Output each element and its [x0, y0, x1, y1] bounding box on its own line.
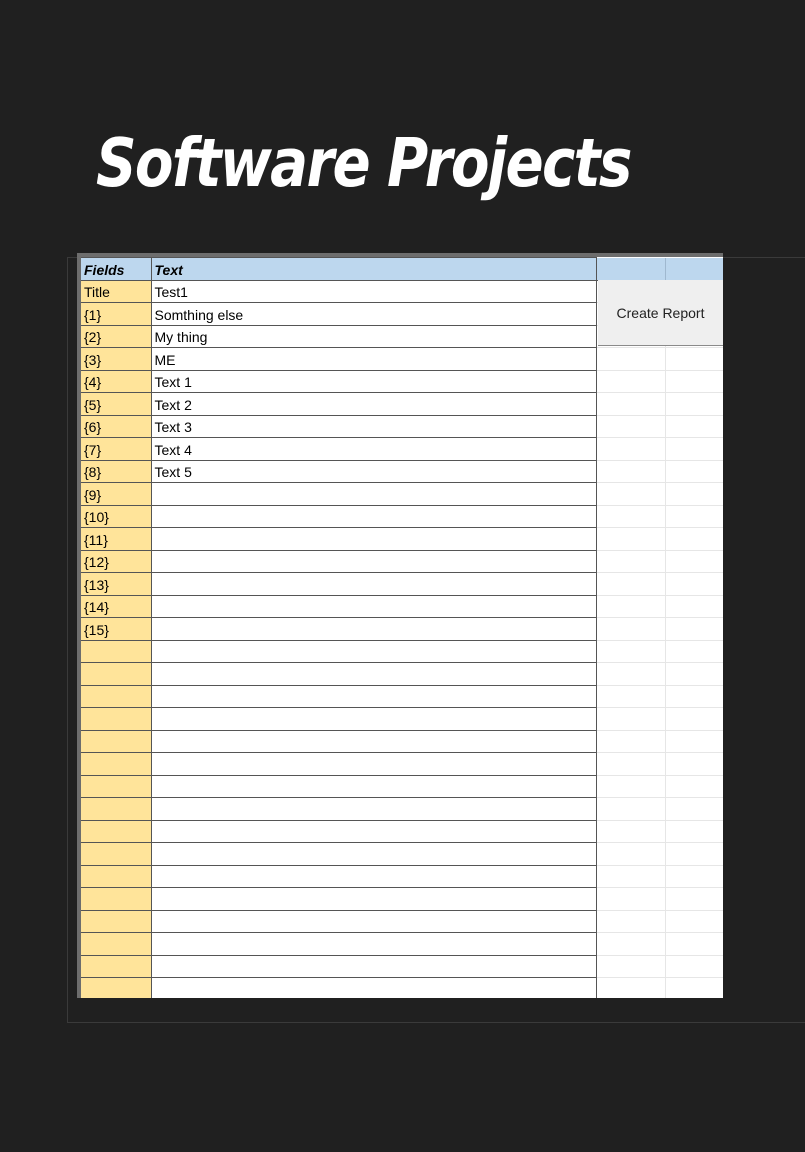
sheet-top-border	[77, 253, 723, 257]
text-cell[interactable]	[151, 865, 596, 888]
field-cell[interactable]	[81, 775, 151, 798]
field-cell[interactable]: {14}	[81, 595, 151, 618]
table-header-row	[81, 258, 723, 281]
field-cell[interactable]: {10}	[81, 505, 151, 528]
empty-cell[interactable]	[596, 618, 665, 641]
text-cell[interactable]	[151, 685, 596, 708]
text-cell[interactable]	[151, 888, 596, 911]
field-cell[interactable]: {8}	[81, 460, 151, 483]
field-cell[interactable]	[81, 708, 151, 731]
empty-cell[interactable]	[665, 708, 723, 731]
text-cell[interactable]	[151, 528, 596, 551]
empty-cell[interactable]	[665, 843, 723, 866]
text-cell[interactable]: Text 2	[151, 393, 596, 416]
empty-cell[interactable]	[596, 483, 665, 506]
empty-cell[interactable]	[596, 393, 665, 416]
empty-cell[interactable]	[596, 820, 665, 843]
empty-cell[interactable]	[665, 460, 723, 483]
text-cell[interactable]: Test1	[151, 280, 596, 303]
column-header-text[interactable]: Text	[151, 258, 596, 281]
empty-cell[interactable]	[596, 685, 665, 708]
empty-cell[interactable]	[596, 843, 665, 866]
table-row	[81, 708, 723, 731]
field-cell[interactable]	[81, 798, 151, 821]
field-cell[interactable]: {9}	[81, 483, 151, 506]
empty-cell[interactable]	[665, 438, 723, 461]
empty-cell[interactable]	[596, 955, 665, 978]
text-cell[interactable]	[151, 843, 596, 866]
text-cell[interactable]	[151, 640, 596, 663]
field-cell[interactable]	[81, 663, 151, 686]
field-cell[interactable]	[81, 978, 151, 999]
field-cell[interactable]	[81, 685, 151, 708]
field-cell[interactable]	[81, 843, 151, 866]
empty-cell[interactable]	[596, 798, 665, 821]
field-cell[interactable]: {3}	[81, 348, 151, 371]
field-cell[interactable]	[81, 888, 151, 911]
empty-cell[interactable]	[596, 910, 665, 933]
empty-cell[interactable]	[665, 370, 723, 393]
table-row	[81, 550, 723, 573]
empty-cell[interactable]	[596, 550, 665, 573]
table-row	[81, 573, 723, 596]
table-row	[81, 775, 723, 798]
field-cell[interactable]: {2}	[81, 325, 151, 348]
text-cell[interactable]	[151, 955, 596, 978]
empty-cell[interactable]	[596, 505, 665, 528]
table-row	[81, 910, 723, 933]
text-cell[interactable]: Text 4	[151, 438, 596, 461]
table-row	[81, 438, 723, 461]
empty-cell[interactable]	[596, 528, 665, 551]
empty-cell[interactable]	[596, 888, 665, 911]
table-row	[81, 595, 723, 618]
table-row	[81, 460, 723, 483]
text-cell[interactable]	[151, 618, 596, 641]
table-row	[81, 483, 723, 506]
empty-cell[interactable]	[665, 865, 723, 888]
empty-cell[interactable]	[665, 910, 723, 933]
header-cell-extra[interactable]	[665, 258, 723, 281]
table-row	[81, 843, 723, 866]
text-cell[interactable]: Text 3	[151, 415, 596, 438]
empty-cell[interactable]	[665, 348, 723, 371]
table-row	[81, 640, 723, 663]
text-cell[interactable]	[151, 708, 596, 731]
empty-cell[interactable]	[665, 573, 723, 596]
empty-cell[interactable]	[596, 663, 665, 686]
empty-cell[interactable]	[596, 730, 665, 753]
field-cell[interactable]: {4}	[81, 370, 151, 393]
field-cell[interactable]	[81, 865, 151, 888]
empty-cell[interactable]	[665, 618, 723, 641]
text-cell[interactable]	[151, 775, 596, 798]
empty-cell[interactable]	[596, 865, 665, 888]
field-cell[interactable]: {15}	[81, 618, 151, 641]
text-cell[interactable]: Text 1	[151, 370, 596, 393]
header-cell-extra[interactable]	[596, 258, 665, 281]
empty-cell[interactable]	[665, 978, 723, 999]
empty-cell[interactable]	[596, 415, 665, 438]
table-row	[81, 528, 723, 551]
table-row	[81, 955, 723, 978]
text-cell[interactable]	[151, 933, 596, 956]
empty-cell[interactable]	[665, 595, 723, 618]
table-row	[81, 393, 723, 416]
empty-cell[interactable]	[596, 753, 665, 776]
empty-cell[interactable]	[596, 573, 665, 596]
text-cell[interactable]	[151, 820, 596, 843]
empty-cell[interactable]	[596, 708, 665, 731]
table-row	[81, 505, 723, 528]
empty-cell[interactable]	[596, 933, 665, 956]
text-cell[interactable]	[151, 595, 596, 618]
spreadsheet	[77, 253, 723, 998]
table-row	[81, 730, 723, 753]
table-row	[81, 798, 723, 821]
text-cell[interactable]	[151, 573, 596, 596]
table-row	[81, 933, 723, 956]
empty-cell[interactable]	[665, 685, 723, 708]
create-report-button[interactable]: Create Report	[598, 280, 723, 346]
field-cell[interactable]	[81, 753, 151, 776]
empty-cell[interactable]	[665, 663, 723, 686]
empty-cell[interactable]	[665, 955, 723, 978]
empty-cell[interactable]	[596, 595, 665, 618]
table-row	[81, 888, 723, 911]
empty-cell[interactable]	[665, 775, 723, 798]
text-cell[interactable]: Text 5	[151, 460, 596, 483]
text-cell[interactable]	[151, 663, 596, 686]
empty-cell[interactable]	[665, 933, 723, 956]
empty-cell[interactable]	[665, 415, 723, 438]
text-cell[interactable]	[151, 798, 596, 821]
text-cell[interactable]: Somthing else	[151, 303, 596, 326]
table-row	[81, 685, 723, 708]
empty-cell[interactable]	[665, 730, 723, 753]
field-cell[interactable]: {12}	[81, 550, 151, 573]
field-cell[interactable]: {11}	[81, 528, 151, 551]
table-row	[81, 348, 723, 371]
empty-cell[interactable]	[665, 483, 723, 506]
field-cell[interactable]	[81, 640, 151, 663]
empty-cell[interactable]	[596, 438, 665, 461]
field-cell[interactable]	[81, 730, 151, 753]
empty-cell[interactable]	[665, 640, 723, 663]
empty-cell[interactable]	[665, 393, 723, 416]
table-row	[81, 618, 723, 641]
text-cell[interactable]: My thing	[151, 325, 596, 348]
table-row	[81, 865, 723, 888]
field-cell[interactable]: {7}	[81, 438, 151, 461]
column-header-fields[interactable]: Fields	[81, 258, 151, 281]
text-cell[interactable]: ME	[151, 348, 596, 371]
table-row	[81, 820, 723, 843]
fields-table	[81, 257, 723, 998]
field-cell[interactable]: {5}	[81, 393, 151, 416]
field-cell[interactable]	[81, 933, 151, 956]
field-cell[interactable]: {6}	[81, 415, 151, 438]
empty-cell[interactable]	[665, 798, 723, 821]
text-cell[interactable]	[151, 505, 596, 528]
empty-cell[interactable]	[596, 978, 665, 999]
text-cell[interactable]	[151, 978, 596, 999]
empty-cell[interactable]	[596, 348, 665, 371]
empty-cell[interactable]	[665, 528, 723, 551]
empty-cell[interactable]	[665, 550, 723, 573]
text-cell[interactable]	[151, 730, 596, 753]
table-row	[81, 663, 723, 686]
page-title: Software Projects	[96, 124, 631, 202]
table-row	[81, 415, 723, 438]
empty-cell[interactable]	[596, 640, 665, 663]
text-cell[interactable]	[151, 483, 596, 506]
empty-cell[interactable]	[596, 460, 665, 483]
field-cell[interactable]: {1}	[81, 303, 151, 326]
field-cell[interactable]	[81, 910, 151, 933]
table-row	[81, 753, 723, 776]
text-cell[interactable]	[151, 910, 596, 933]
empty-cell[interactable]	[665, 753, 723, 776]
text-cell[interactable]	[151, 753, 596, 776]
field-cell[interactable]	[81, 955, 151, 978]
text-cell[interactable]	[151, 550, 596, 573]
empty-cell[interactable]	[596, 775, 665, 798]
sheet-left-border	[77, 253, 81, 998]
empty-cell[interactable]	[665, 820, 723, 843]
table-row	[81, 370, 723, 393]
field-cell[interactable]: {13}	[81, 573, 151, 596]
table-row	[81, 978, 723, 999]
field-cell[interactable]	[81, 820, 151, 843]
empty-cell[interactable]	[665, 505, 723, 528]
empty-cell[interactable]	[665, 888, 723, 911]
field-cell[interactable]: Title	[81, 280, 151, 303]
empty-cell[interactable]	[596, 370, 665, 393]
